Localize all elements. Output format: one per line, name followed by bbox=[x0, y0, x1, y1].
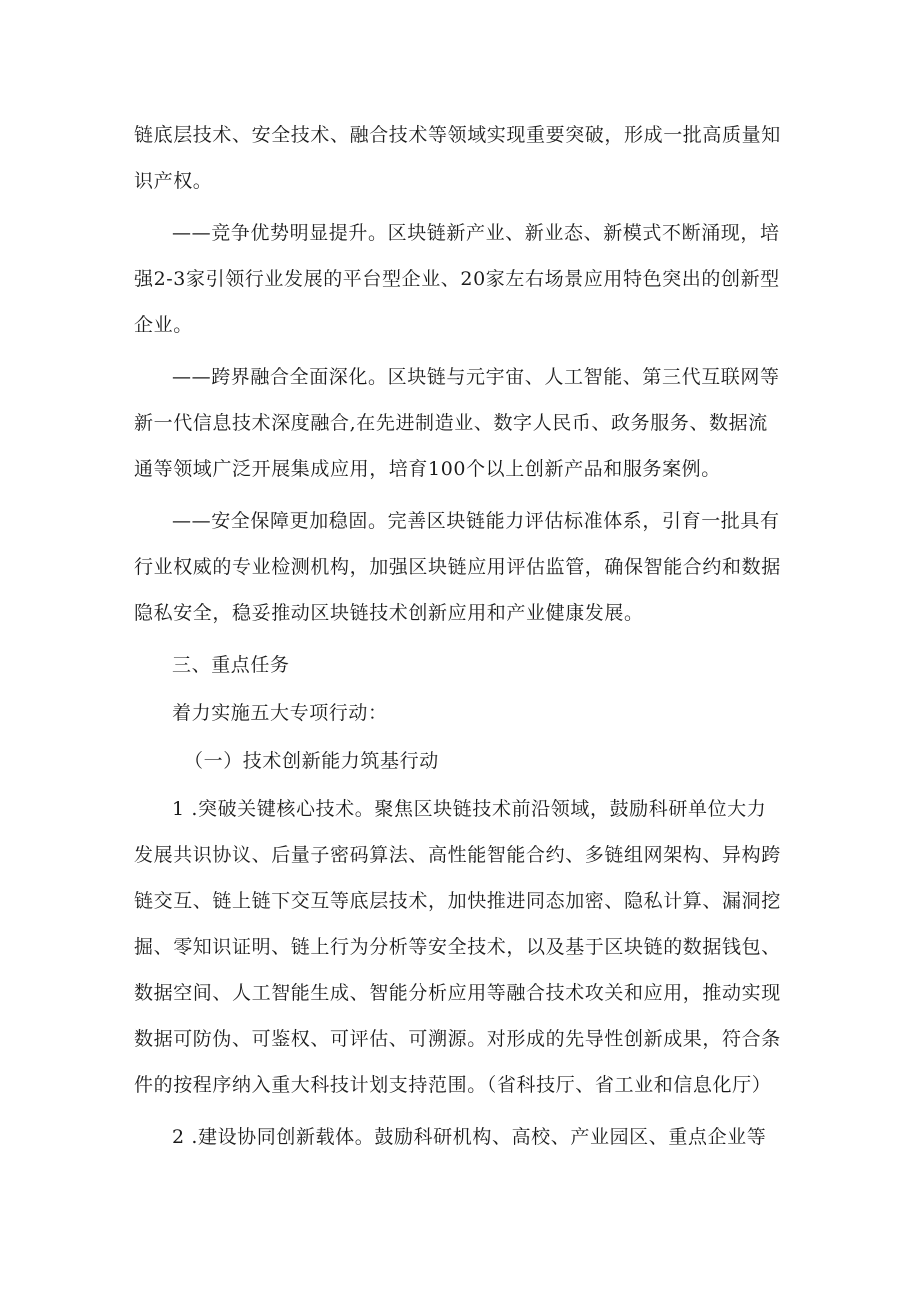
paragraph-line: 通等领域广泛开展集成应用，培育100个以上创新产品和服务案例。 bbox=[134, 458, 721, 480]
paragraph-line: ——跨界融合全面深化。区块链与元宇宙、人工智能、第三代互联网等 bbox=[172, 366, 780, 388]
paragraph-line: 强2-3家引领行业发展的平台型企业、20家左右场景应用特色突出的创新型 bbox=[134, 268, 780, 290]
paragraph-line: 着力实施五大专项行动： bbox=[172, 702, 388, 724]
paragraph-line: ——竞争优势明显提升。区块链新产业、新业态、新模式不断涌现，培 bbox=[172, 222, 780, 244]
paragraph-line: 隐私安全，稳妥推动区块链技术创新应用和产业健康发展。 bbox=[134, 602, 644, 624]
paragraph-line: 发展共识协议、后量子密码算法、高性能智能合约、多链组网架构、异构跨 bbox=[134, 844, 781, 866]
section-heading: 三、重点任务 bbox=[172, 654, 290, 676]
paragraph-line: 2 .建设协同创新载体。鼓励科研机构、高校、产业园区、重点企业等 bbox=[172, 1126, 767, 1148]
paragraph-line: 新一代信息技术深度融合,在先进制造业、数字人民币、政务服务、数据流 bbox=[134, 412, 768, 434]
paragraph-line: 链底层技术、安全技术、融合技术等领域实现重要突破，形成一批高质量知 bbox=[134, 124, 781, 146]
paragraph-line: 掘、零知识证明、链上行为分析等安全技术，以及基于区块链的数据钱包、 bbox=[134, 936, 781, 958]
paragraph-line: 数据可防伪、可鉴权、可评估、可溯源。对形成的先导性创新成果，符合条 bbox=[134, 1028, 781, 1050]
paragraph-line: ——安全保障更加稳固。完善区块链能力评估标准体系，引育一批具有 bbox=[172, 510, 780, 532]
paragraph-line: 件的按程序纳入重大科技计划支持范围。（省科技厅、省工业和信息化厅） bbox=[134, 1074, 772, 1096]
paragraph-line: 链交互、链上链下交互等底层技术，加快推进同态加密、隐私计算、漏洞挖 bbox=[134, 890, 781, 912]
paragraph-line: 行业权威的专业检测机构，加强区块链应用评估监管，确保智能合约和数据 bbox=[134, 556, 781, 578]
paragraph-line: 企业。 bbox=[134, 314, 193, 336]
paragraph-line: 识产权。 bbox=[134, 170, 213, 192]
paragraph-line: 数据空间、人工智能生成、智能分析应用等融合技术攻关和应用，推动实现 bbox=[134, 982, 781, 1004]
subsection-heading: （一）技术创新能力筑基行动 bbox=[184, 750, 439, 772]
paragraph-line: 1 .突破关键核心技术。聚焦区块链技术前沿领域，鼓励科研单位大力 bbox=[172, 798, 767, 820]
